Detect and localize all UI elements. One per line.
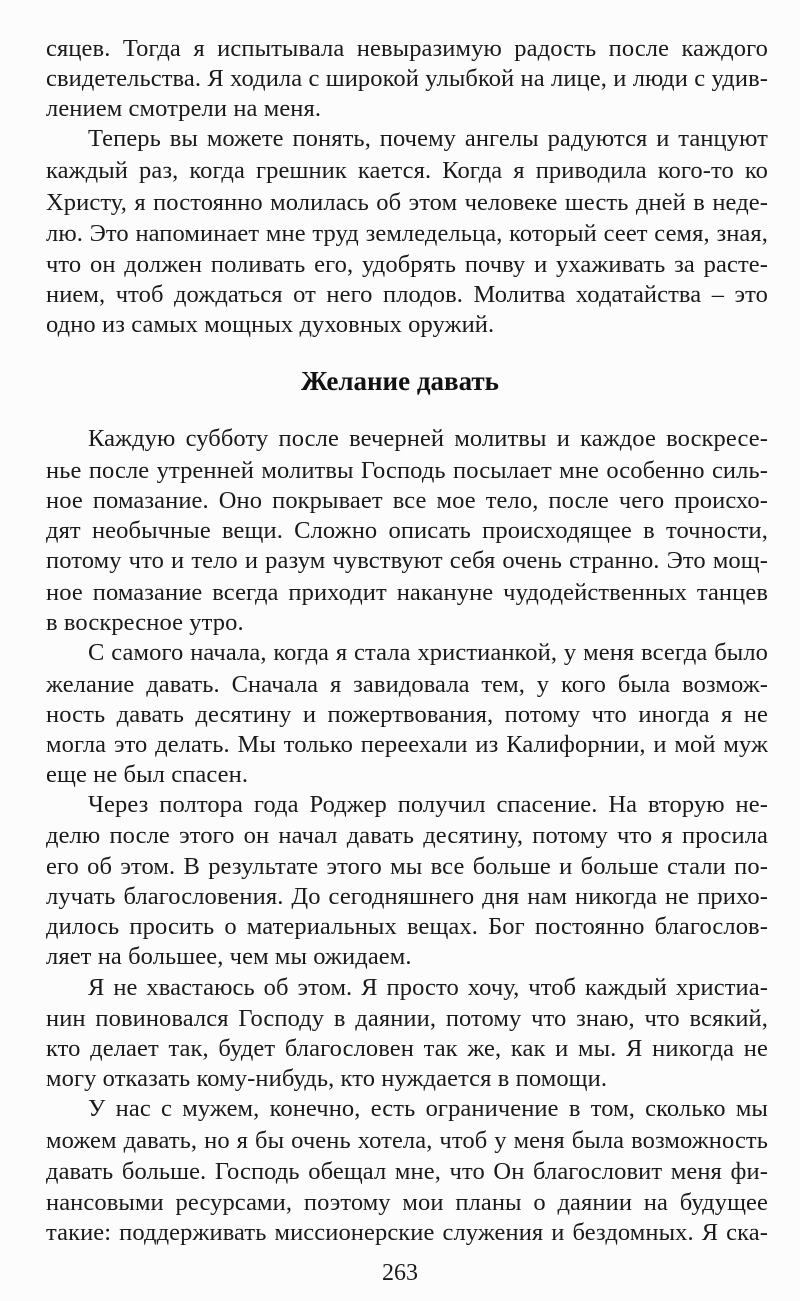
text-line: Я не хвастаюсь об этом. Я просто хочу, чтоб каждый христиа- — [88, 974, 768, 1001]
text-line: еще не был спасен. — [46, 761, 249, 788]
text-line: Через полтора года Роджер получил спасение. На вторую не- — [88, 791, 768, 818]
text-line: дилось просить о материальных вещах. Бог постоянно благослов- — [46, 913, 768, 940]
text-line: могла это делать. Мы только переехали из Калифорнии, и мой муж — [46, 731, 768, 758]
text-line: ное помазание всегда приходит накануне чудодейственных танцев — [46, 579, 768, 606]
text-line: можем давать, но я бы очень хотела, чтоб у меня была возможность — [46, 1127, 768, 1154]
text-line: ное помазание. Оно покрывает все мое тело, после чего происхо- — [46, 487, 768, 514]
text-line: его об этом. В результате этого мы все больше и больше стали по- — [46, 853, 768, 880]
section-heading: Желание давать — [301, 366, 499, 396]
text-line: каждый раз, когда грешник кается. Когда я приводила кого-то ко — [46, 157, 768, 184]
page-number: 263 — [382, 1260, 418, 1286]
text-line: одно из самых мощных духовных оружий. — [46, 311, 495, 338]
text-line: желание давать. Сначала я завидовала тем, у кого была возмож- — [46, 671, 768, 698]
text-line: делю после этого он начал давать десятину, потому что я просила — [46, 822, 768, 849]
text-line: потому что и тело и разум чувствуют себя очень странно. Это мощ- — [46, 547, 768, 574]
text-line: нием, чтоб дождаться от него плодов. Молитва ходатайства – это — [46, 281, 768, 308]
text-line: ность давать десятину и пожертвования, потому что иногда я не — [46, 701, 768, 728]
text-line: нье после утренней молитвы Господь посылает мне особенно силь- — [46, 457, 768, 484]
text-line: могу отказать кому-нибудь, кто нуждается в помощи. — [46, 1065, 608, 1092]
text-line: дят необычные вещи. Сложно описать происходящее в точности, — [46, 517, 768, 544]
text-line: лением смотрели на меня. — [46, 95, 322, 122]
text-line: сяцев. Тогда я испытывала невыразимую радость после каждого — [46, 35, 768, 62]
text-line: лучать благословения. До сегодняшнего дня нам никогда не прихо- — [46, 883, 768, 910]
text-line: Теперь вы можете понять, почему ангелы радуются и танцуют — [88, 125, 768, 152]
text-line: Христу, я постоянно молилась об этом человеке шесть дней в неде- — [46, 189, 768, 216]
text-line: У нас с мужем, конечно, есть ограничение в том, сколько мы — [88, 1095, 768, 1122]
text-line: ляет на большее, чем мы ожидаем. — [46, 943, 412, 970]
text-line: в воскресное утро. — [46, 609, 244, 636]
text-line: нансовыми ресурсами, поэтому мои планы о даянии на будущее — [46, 1189, 768, 1216]
text-line: нин повиновался Господу в даянии, потому что знаю, что всякий, — [46, 1005, 768, 1032]
text-line: С самого начала, когда я стала христианкой, у меня всегда было — [88, 639, 768, 666]
text-line: Каждую субботу после вечерней молитвы и каждое воскресе- — [88, 425, 768, 452]
text-line: что он должен поливать его, удобрять почву и ухаживать за расте- — [46, 251, 768, 278]
text-line: такие: поддерживать миссионерские служения и бездомных. Я ска- — [46, 1219, 768, 1246]
text-line: лю. Это напоминает мне труд земледельца, который сеет семя, зная, — [46, 220, 768, 247]
text-line: кто делает так, будет благословен так же, как и мы. Я никогда не — [46, 1035, 768, 1062]
text-line: свидетельства. Я ходила с широкой улыбкой на лице, и люди с удив- — [46, 65, 768, 92]
text-line: давать больше. Господь обещал мне, что Он благословит меня фи- — [46, 1158, 768, 1185]
